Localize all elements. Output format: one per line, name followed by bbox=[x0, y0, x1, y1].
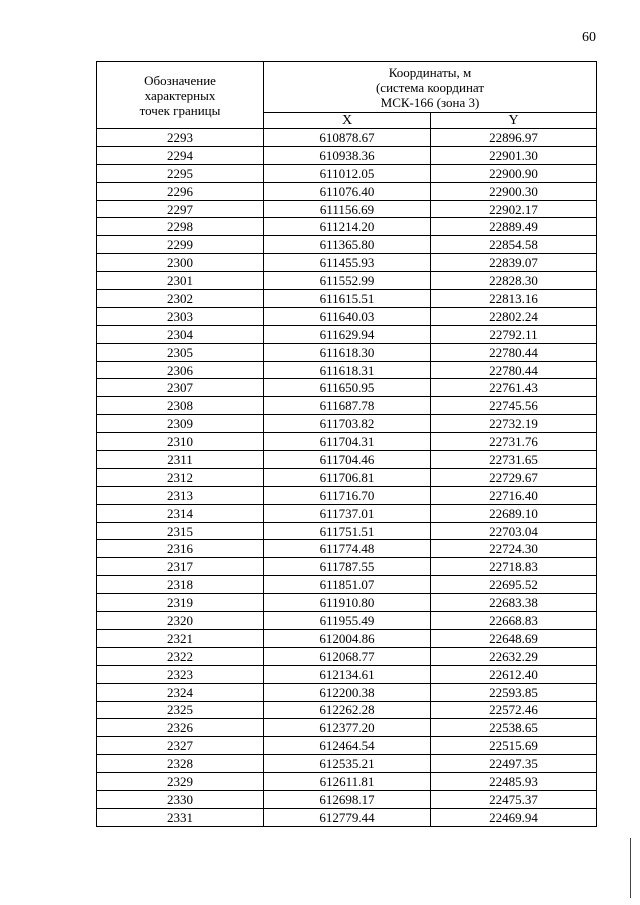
table-row bbox=[97, 397, 597, 415]
point-number-cell: 2328 bbox=[97, 755, 264, 773]
table-row bbox=[97, 647, 597, 665]
table-row bbox=[97, 522, 597, 540]
point-number-cell: 2314 bbox=[97, 504, 264, 522]
table-row bbox=[97, 433, 597, 451]
table-row bbox=[97, 200, 597, 218]
y-coordinate-cell: 22683.38 bbox=[431, 594, 597, 612]
x-coordinate-cell: 610938.36 bbox=[264, 146, 431, 164]
x-coordinate-cell: 611552.99 bbox=[264, 272, 431, 290]
y-coordinate-cell: 22475.37 bbox=[431, 790, 597, 808]
point-number-cell: 2309 bbox=[97, 415, 264, 433]
point-number-cell: 2297 bbox=[97, 200, 264, 218]
point-number-cell: 2308 bbox=[97, 397, 264, 415]
table-row bbox=[97, 773, 597, 791]
y-coordinate-cell: 22780.44 bbox=[431, 343, 597, 361]
y-coordinate-cell: 22902.17 bbox=[431, 200, 597, 218]
y-coordinate-cell: 22695.52 bbox=[431, 576, 597, 594]
y-coordinate-cell: 22901.30 bbox=[431, 146, 597, 164]
point-number-cell: 2302 bbox=[97, 290, 264, 308]
table-row bbox=[97, 415, 597, 433]
point-designation-header bbox=[97, 62, 264, 129]
y-coordinate-cell: 22689.10 bbox=[431, 504, 597, 522]
table-row bbox=[97, 486, 597, 504]
table-row bbox=[97, 254, 597, 272]
table-row bbox=[97, 629, 597, 647]
table-row bbox=[97, 755, 597, 773]
x-coordinate-cell: 611012.05 bbox=[264, 164, 431, 182]
table-row bbox=[97, 129, 597, 147]
coordinates-table bbox=[96, 61, 597, 827]
coordinates-header-text: Координаты, м (система координат МСК-166 (зона 3) bbox=[375, 64, 485, 110]
y-coordinate-cell: 22802.24 bbox=[431, 307, 597, 325]
point-number-cell: 2299 bbox=[97, 236, 264, 254]
margin-line bbox=[630, 838, 631, 898]
point-number-cell: 2321 bbox=[97, 629, 264, 647]
x-coordinate-cell: 612200.38 bbox=[264, 683, 431, 701]
y-coordinate-cell: 22813.16 bbox=[431, 290, 597, 308]
y-coordinate-cell: 22497.35 bbox=[431, 755, 597, 773]
y-coordinate-cell: 22668.83 bbox=[431, 612, 597, 630]
x-coordinate-cell: 611640.03 bbox=[264, 307, 431, 325]
x-coordinate-cell: 610878.67 bbox=[264, 129, 431, 147]
y-coordinate-cell: 22792.11 bbox=[431, 325, 597, 343]
table-row bbox=[97, 218, 597, 236]
y-coordinate-cell: 22896.97 bbox=[431, 129, 597, 147]
x-coordinate-cell: 611076.40 bbox=[264, 182, 431, 200]
point-number-cell: 2301 bbox=[97, 272, 264, 290]
table-row bbox=[97, 808, 597, 826]
point-number-cell: 2305 bbox=[97, 343, 264, 361]
point-number-cell: 2307 bbox=[97, 379, 264, 397]
x-coordinate-cell: 612464.54 bbox=[264, 737, 431, 755]
x-coordinate-cell: 612611.81 bbox=[264, 773, 431, 791]
table-header bbox=[97, 62, 597, 129]
y-coordinate-cell: 22761.43 bbox=[431, 379, 597, 397]
table-row bbox=[97, 665, 597, 683]
x-coordinate-cell: 611774.48 bbox=[264, 540, 431, 558]
table-row bbox=[97, 146, 597, 164]
x-coordinate-cell: 611455.93 bbox=[264, 254, 431, 272]
x-coordinate-cell: 611703.82 bbox=[264, 415, 431, 433]
x-coordinate-cell: 611955.49 bbox=[264, 612, 431, 630]
point-number-cell: 2331 bbox=[97, 808, 264, 826]
coordinates-header bbox=[264, 62, 597, 113]
x-coordinate-cell: 611650.95 bbox=[264, 379, 431, 397]
table-row bbox=[97, 737, 597, 755]
x-coordinate-cell: 611615.51 bbox=[264, 290, 431, 308]
table-row bbox=[97, 379, 597, 397]
point-number-cell: 2313 bbox=[97, 486, 264, 504]
y-coordinate-cell: 22593.85 bbox=[431, 683, 597, 701]
point-number-cell: 2312 bbox=[97, 468, 264, 486]
x-coordinate-cell: 611706.81 bbox=[264, 468, 431, 486]
point-number-cell: 2315 bbox=[97, 522, 264, 540]
x-coordinate-cell: 612262.28 bbox=[264, 701, 431, 719]
y-coordinate-cell: 22538.65 bbox=[431, 719, 597, 737]
point-number-cell: 2296 bbox=[97, 182, 264, 200]
x-coordinate-cell: 611704.46 bbox=[264, 451, 431, 469]
point-number-cell: 2298 bbox=[97, 218, 264, 236]
y-coordinate-cell: 22900.30 bbox=[431, 182, 597, 200]
x-coordinate-cell: 612698.17 bbox=[264, 790, 431, 808]
y-coordinate-cell: 22780.44 bbox=[431, 361, 597, 379]
table-row bbox=[97, 558, 597, 576]
y-column-header: Y bbox=[431, 113, 597, 129]
x-coordinate-cell: 611214.20 bbox=[264, 218, 431, 236]
table-row bbox=[97, 343, 597, 361]
x-coordinate-cell: 611751.51 bbox=[264, 522, 431, 540]
point-number-cell: 2311 bbox=[97, 451, 264, 469]
point-number-cell: 2294 bbox=[97, 146, 264, 164]
point-number-cell: 2327 bbox=[97, 737, 264, 755]
table-row bbox=[97, 182, 597, 200]
point-number-cell: 2306 bbox=[97, 361, 264, 379]
x-coordinate-cell: 611618.31 bbox=[264, 361, 431, 379]
y-coordinate-cell: 22718.83 bbox=[431, 558, 597, 576]
x-coordinate-cell: 612779.44 bbox=[264, 808, 431, 826]
x-coordinate-cell: 611716.70 bbox=[264, 486, 431, 504]
point-number-cell: 2316 bbox=[97, 540, 264, 558]
point-number-cell: 2325 bbox=[97, 701, 264, 719]
table-row bbox=[97, 504, 597, 522]
y-coordinate-cell: 22732.19 bbox=[431, 415, 597, 433]
point-number-cell: 2300 bbox=[97, 254, 264, 272]
point-number-cell: 2323 bbox=[97, 665, 264, 683]
point-number-cell: 2318 bbox=[97, 576, 264, 594]
y-coordinate-cell: 22839.07 bbox=[431, 254, 597, 272]
table-row bbox=[97, 272, 597, 290]
table-row bbox=[97, 325, 597, 343]
point-number-cell: 2326 bbox=[97, 719, 264, 737]
y-coordinate-cell: 22716.40 bbox=[431, 486, 597, 504]
table-row bbox=[97, 576, 597, 594]
x-coordinate-cell: 611156.69 bbox=[264, 200, 431, 218]
table-row bbox=[97, 540, 597, 558]
y-coordinate-cell: 22572.46 bbox=[431, 701, 597, 719]
y-coordinate-cell: 22729.67 bbox=[431, 468, 597, 486]
x-coordinate-cell: 611910.80 bbox=[264, 594, 431, 612]
point-number-cell: 2317 bbox=[97, 558, 264, 576]
table-row bbox=[97, 361, 597, 379]
point-number-cell: 2329 bbox=[97, 773, 264, 791]
y-coordinate-cell: 22632.29 bbox=[431, 647, 597, 665]
point-designation-header-text: Обозначение характерных точек границы bbox=[139, 72, 221, 118]
x-coordinate-cell: 611365.80 bbox=[264, 236, 431, 254]
table-row bbox=[97, 701, 597, 719]
table-row bbox=[97, 719, 597, 737]
x-coordinate-cell: 612068.77 bbox=[264, 647, 431, 665]
table-row bbox=[97, 468, 597, 486]
x-coordinate-cell: 611629.94 bbox=[264, 325, 431, 343]
table-row bbox=[97, 290, 597, 308]
y-coordinate-cell: 22731.65 bbox=[431, 451, 597, 469]
table-row bbox=[97, 790, 597, 808]
y-coordinate-cell: 22485.93 bbox=[431, 773, 597, 791]
x-coordinate-cell: 611618.30 bbox=[264, 343, 431, 361]
point-number-cell: 2303 bbox=[97, 307, 264, 325]
table-row bbox=[97, 236, 597, 254]
table-row bbox=[97, 683, 597, 701]
y-coordinate-cell: 22900.90 bbox=[431, 164, 597, 182]
point-number-cell: 2319 bbox=[97, 594, 264, 612]
point-number-cell: 2330 bbox=[97, 790, 264, 808]
y-coordinate-cell: 22724.30 bbox=[431, 540, 597, 558]
x-coordinate-cell: 612377.20 bbox=[264, 719, 431, 737]
y-coordinate-cell: 22469.94 bbox=[431, 808, 597, 826]
y-coordinate-cell: 22612.40 bbox=[431, 665, 597, 683]
point-number-cell: 2304 bbox=[97, 325, 264, 343]
point-number-cell: 2324 bbox=[97, 683, 264, 701]
x-coordinate-cell: 612134.61 bbox=[264, 665, 431, 683]
y-coordinate-cell: 22703.04 bbox=[431, 522, 597, 540]
table-row bbox=[97, 164, 597, 182]
table-row bbox=[97, 612, 597, 630]
x-coordinate-cell: 612535.21 bbox=[264, 755, 431, 773]
point-number-cell: 2293 bbox=[97, 129, 264, 147]
y-coordinate-cell: 22515.69 bbox=[431, 737, 597, 755]
x-coordinate-cell: 611704.31 bbox=[264, 433, 431, 451]
y-coordinate-cell: 22731.76 bbox=[431, 433, 597, 451]
table-row bbox=[97, 307, 597, 325]
x-coordinate-cell: 612004.86 bbox=[264, 629, 431, 647]
point-number-cell: 2310 bbox=[97, 433, 264, 451]
x-coordinate-cell: 611737.01 bbox=[264, 504, 431, 522]
x-coordinate-cell: 611687.78 bbox=[264, 397, 431, 415]
page-number: 60 bbox=[582, 30, 596, 45]
y-coordinate-cell: 22889.49 bbox=[431, 218, 597, 236]
y-coordinate-cell: 22648.69 bbox=[431, 629, 597, 647]
x-coordinate-cell: 611851.07 bbox=[264, 576, 431, 594]
y-coordinate-cell: 22745.56 bbox=[431, 397, 597, 415]
point-number-cell: 2295 bbox=[97, 164, 264, 182]
y-coordinate-cell: 22854.58 bbox=[431, 236, 597, 254]
point-number-cell: 2320 bbox=[97, 612, 264, 630]
table-body bbox=[97, 129, 597, 827]
table-row bbox=[97, 594, 597, 612]
point-number-cell: 2322 bbox=[97, 647, 264, 665]
table-row bbox=[97, 451, 597, 469]
x-coordinate-cell: 611787.55 bbox=[264, 558, 431, 576]
x-column-header: X bbox=[264, 113, 431, 129]
y-coordinate-cell: 22828.30 bbox=[431, 272, 597, 290]
